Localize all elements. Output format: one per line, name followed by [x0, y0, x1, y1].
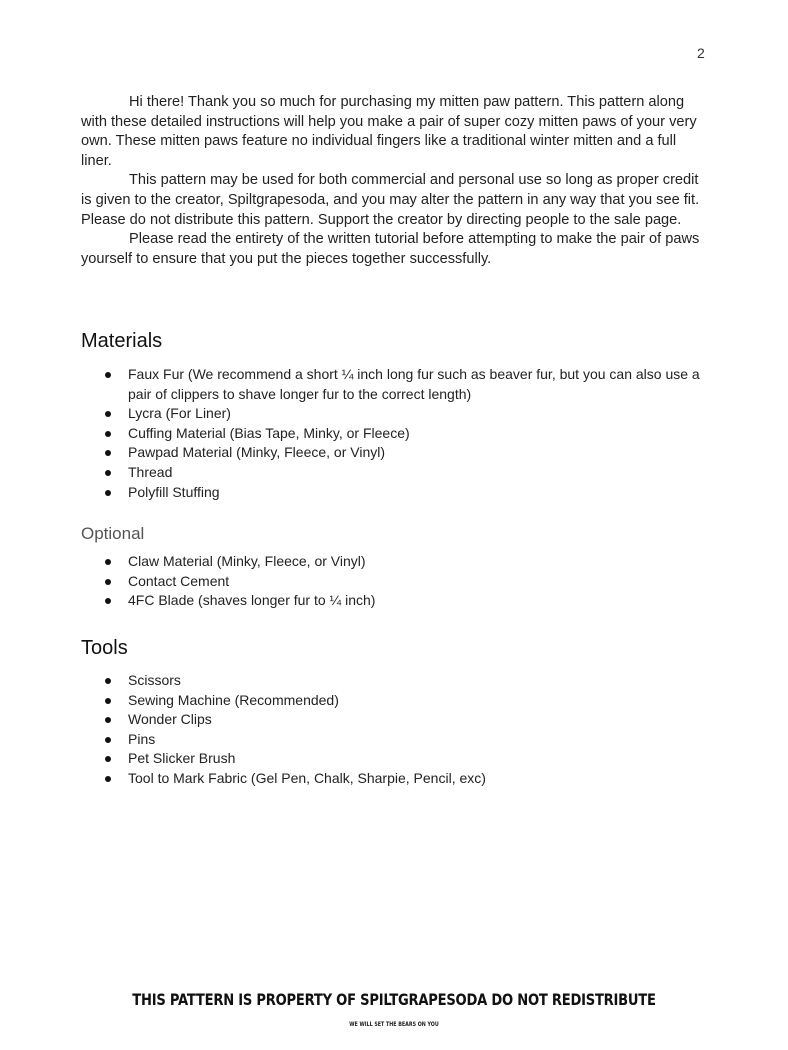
bullet-icon: [105, 431, 111, 437]
tools-heading: Tools: [81, 637, 128, 659]
bullet-icon: [105, 559, 111, 565]
list-item: Polyfill Stuffing: [81, 483, 711, 503]
list-item: Contact Cement: [81, 572, 711, 592]
bullet-icon: [105, 678, 111, 684]
optional-heading: Optional: [81, 524, 145, 543]
list-item: Wonder Clips: [81, 710, 711, 730]
list-item: Tool to Mark Fabric (Gel Pen, Chalk, Sharpie, Pencil, exc): [81, 769, 711, 789]
bullet-icon: [105, 737, 111, 743]
bullet-icon: [105, 372, 111, 378]
bullet-icon: [105, 411, 111, 417]
bullet-icon: [105, 450, 111, 456]
bullet-icon: [105, 490, 111, 496]
list-item: Pawpad Material (Minky, Fleece, or Vinyl): [81, 443, 711, 463]
list-item: Thread: [81, 463, 711, 483]
list-item: Scissors: [81, 671, 711, 691]
list-item: Claw Material (Minky, Fleece, or Vinyl): [81, 552, 711, 572]
intro-paragraph: Please read the entirety of the written tutorial before attempting to make the pair of paws yourself to ensure that you put the pieces together successfully.: [81, 231, 700, 267]
bullet-icon: [105, 756, 111, 762]
bullet-icon: [105, 470, 111, 476]
page-number: 2: [697, 45, 705, 61]
bullet-icon: [105, 579, 111, 585]
list-item: Pins: [81, 730, 711, 750]
bullet-icon: [105, 717, 111, 723]
list-item: Sewing Machine (Recommended): [81, 691, 711, 711]
intro-paragraph: Hi there! Thank you so much for purchasing my mitten paw pattern. This pattern along with these detailed instructions will help you make a pair of super cozy mitten paws of your very own. These mitten paws feature no individual fingers like a traditional winter mitten and a full liner.: [81, 94, 697, 169]
materials-list: [81, 365, 711, 502]
list-item: Cuffing Material (Bias Tape, Minky, or Fleece): [81, 424, 711, 444]
footer-title: THIS PATTERN IS PROPERTY OF SPILTGRAPESODA DO NOT REDISTRIBUTE: [132, 990, 656, 1009]
list-item: Pet Slicker Brush: [81, 749, 711, 769]
list-item: Faux Fur (We recommend a short ¼ inch long fur such as beaver fur, but you can also use a pair of clippers to shave longer fur to the correct length): [81, 365, 711, 404]
list-item: Lycra (For Liner): [81, 404, 711, 424]
footer-subtitle: WE WILL SET THE BEARS ON YOU: [349, 1021, 439, 1028]
bullet-icon: [105, 598, 111, 604]
tools-list: [81, 671, 711, 789]
optional-list: [81, 552, 711, 611]
materials-heading: Materials: [81, 330, 163, 352]
bullet-icon: [105, 698, 111, 704]
bullet-icon: [105, 776, 111, 782]
intro-text: [81, 93, 711, 269]
intro-paragraph: This pattern may be used for both commercial and personal use so long as proper credit is given to the creator, Spiltgrapesoda, and you may alter the pattern in any way that you see fit. Please do not distribute this pattern. Support the creator by directing people to the sale page.: [81, 172, 700, 228]
list-item: 4FC Blade (shaves longer fur to ¼ inch): [81, 591, 711, 611]
